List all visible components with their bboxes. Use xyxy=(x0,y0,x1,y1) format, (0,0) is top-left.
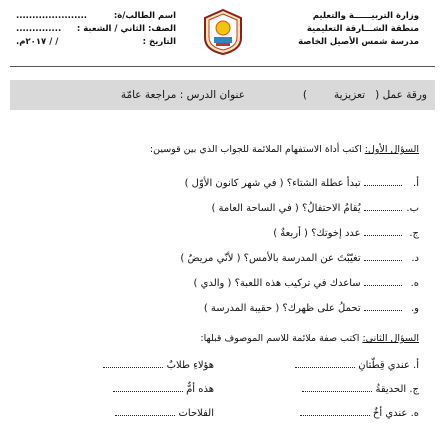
question-text: تبدأ عطلة الشتاء؟ ( في شهر كانون الأوّل ) xyxy=(184,178,361,189)
adjective-item: هؤلاءِ طلابٌ xyxy=(103,358,214,371)
section1-heading xyxy=(150,144,419,155)
question-label: و. xyxy=(410,303,419,314)
answer-blank[interactable] xyxy=(364,276,402,286)
question-row xyxy=(273,226,419,239)
answer-blank[interactable] xyxy=(295,358,355,368)
question-row xyxy=(194,276,419,289)
date-field[interactable]: / / ٢٠١٧م. xyxy=(16,37,59,47)
adjective-row xyxy=(20,358,419,374)
question-label: أ. xyxy=(413,178,419,189)
grade-label: الصف: الثاني / الشعبة : xyxy=(76,24,176,34)
answer-blank[interactable] xyxy=(302,382,372,392)
question-row xyxy=(185,176,419,189)
question-label: ه. xyxy=(410,278,419,289)
question-row xyxy=(180,251,419,264)
worksheet-titlebar xyxy=(10,80,435,110)
answer-blank[interactable] xyxy=(113,382,183,392)
section2-heading xyxy=(200,333,419,344)
question-row xyxy=(204,301,419,314)
answer-blank[interactable] xyxy=(364,301,402,311)
adjective-row xyxy=(20,382,419,398)
school-header xyxy=(298,10,419,49)
school-logo-icon xyxy=(202,8,244,56)
question-label: ب. xyxy=(406,203,419,214)
question-text: تحملُ على ظهرك؟ ( حقيبة المدرسة ) xyxy=(203,303,361,314)
question-label: ج. xyxy=(409,228,419,239)
adjective-item: أ. عندي قِطّتانِ xyxy=(295,358,419,371)
question-row xyxy=(211,201,419,214)
answer-blank[interactable] xyxy=(364,226,402,236)
question-text: عدد إخوتك؟ ( أربعةٌ ) xyxy=(273,228,361,239)
section1-instruction: اكتب أداة الاستفهام الملائمة للجواب الذي بين قوسين: xyxy=(149,144,362,155)
answer-blank[interactable] xyxy=(364,201,402,211)
adjective-item: الفلاحات xyxy=(115,406,214,419)
worksheet-label: ورقة عمل ( xyxy=(375,89,427,101)
answer-blank[interactable] xyxy=(115,406,175,416)
adjective-item: هذه أمٌّ xyxy=(113,382,214,395)
question-label: د. xyxy=(411,253,419,264)
answer-blank[interactable] xyxy=(103,358,163,368)
question-text: ساعدك في تركيب هذه اللعبة؟ ( والدي ) xyxy=(193,278,361,289)
question-text: يُقامُ الاحتفالُ؟ ( في الساحة العامة ) xyxy=(211,203,361,214)
answer-blank[interactable] xyxy=(300,406,370,416)
section-field[interactable]: .............. xyxy=(16,24,62,34)
student-info xyxy=(16,10,176,49)
adjective-item: ه. عندي أخٌ xyxy=(300,406,419,419)
answer-blank[interactable] xyxy=(364,176,402,186)
adjective-row xyxy=(20,406,419,422)
school-name: مدرسة شمس الأصيل الخاصة xyxy=(298,37,419,47)
section2-instruction: اكتب صفة ملائمة للاسم الموصوف قبلها: xyxy=(200,333,360,344)
student-name-label: اسم الطالب/ة: xyxy=(113,11,176,21)
answer-blank[interactable] xyxy=(364,251,402,261)
section2-title: السؤال الثاني: xyxy=(362,333,419,344)
lesson-title: عنوان الدرس : مراجعة عامّة xyxy=(120,89,245,101)
ministry-name: وزارة التربيــــــة والتعليم xyxy=(312,11,419,21)
adjective-item: ج. الحديقةُ xyxy=(302,382,419,395)
adjective-grid xyxy=(20,358,419,430)
header-divider xyxy=(10,66,435,67)
student-name-field[interactable]: ...................... xyxy=(16,11,88,21)
worksheet-close-paren: ) xyxy=(302,89,307,101)
section1-title: السؤال الأول: xyxy=(364,144,419,155)
date-label: التاريخ : xyxy=(142,37,176,47)
worksheet-kind: تعزيزية xyxy=(333,89,365,101)
question-text: تغيّبْتَ عن المدرسة بالأمس؟ ( لأنّي مريضٌ ) xyxy=(180,253,361,264)
zone-name: منطقة الشـــارقة التعليمية xyxy=(306,24,419,34)
